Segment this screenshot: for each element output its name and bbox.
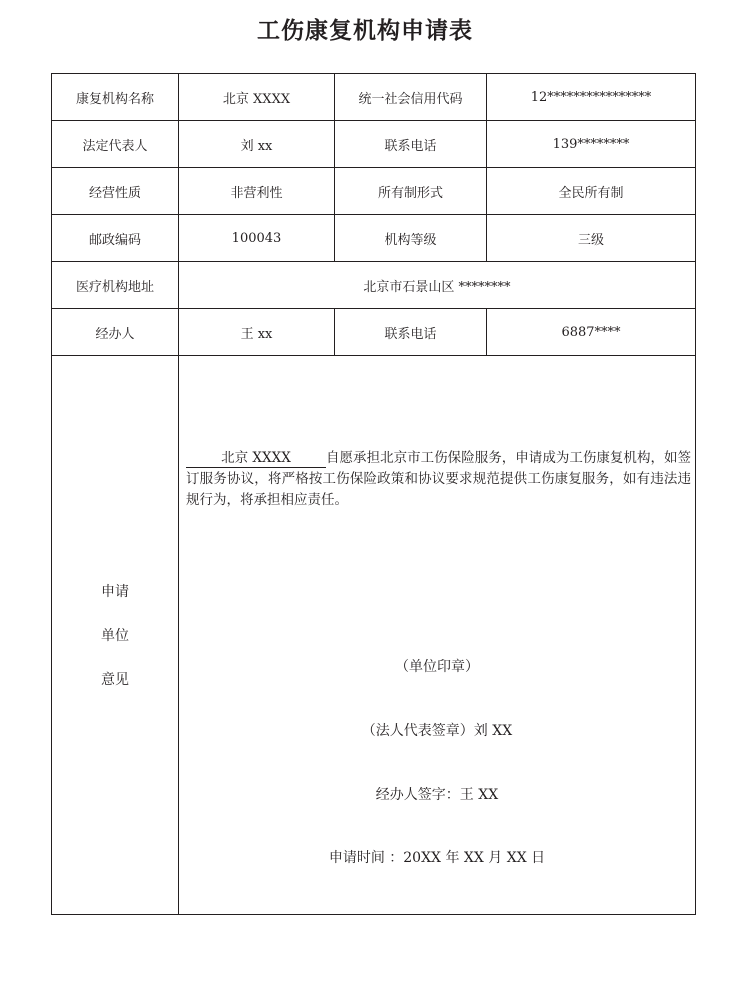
- table-row: [52, 215, 696, 262]
- value-institution-name: 北京 XXXX: [179, 74, 335, 121]
- unit-seal-text: （单位印章）: [395, 659, 479, 675]
- label-credit-code: 统一社会信用代码: [335, 74, 487, 121]
- handler-signature: 经办人签字：王 XX: [375, 787, 499, 803]
- value-credit-code: 12****************: [487, 74, 696, 121]
- value-institution-level: 三级: [487, 215, 696, 262]
- table-row: [52, 262, 696, 309]
- table-row: [52, 168, 696, 215]
- label-institution-level: 机构等级: [335, 215, 487, 262]
- label-handler: 经办人: [52, 309, 179, 356]
- label-address: 医疗机构地址: [52, 262, 179, 309]
- applicant-name-underlined: 北京 XXXX: [186, 449, 326, 468]
- opinion-label-cell: [52, 356, 179, 915]
- opinion-label-line: 申请: [101, 584, 129, 600]
- application-date: 申请时间 ：20XX 年 XX 月 XX 日: [328, 850, 546, 866]
- opinion-label-line: 意见: [101, 672, 129, 688]
- label-business-nature: 经营性质: [52, 168, 179, 215]
- table-row: [52, 74, 696, 121]
- value-postal-code: 100043: [179, 215, 335, 262]
- table-row: [52, 309, 696, 356]
- label-postal-code: 邮政编码: [52, 215, 179, 262]
- value-contact-phone: 139********: [487, 121, 696, 168]
- label-contact-phone: 联系电话: [335, 121, 487, 168]
- opinion-content-cell: [179, 356, 696, 915]
- label-institution-name: 康复机构名称: [52, 74, 179, 121]
- table-row: [52, 356, 696, 915]
- table-row: [52, 121, 696, 168]
- label-handler-phone: 联系电话: [335, 309, 487, 356]
- application-form-table: [51, 73, 696, 915]
- opinion-label-line: 单位: [101, 628, 129, 644]
- value-legal-representative: 刘 xx: [179, 121, 335, 168]
- legal-rep-signature: （法人代表签章）刘 XX: [361, 723, 513, 739]
- opinion-statement: [186, 448, 691, 511]
- value-ownership-form: 全民所有制: [487, 168, 696, 215]
- value-address: 北京市石景山区 ********: [179, 262, 696, 309]
- label-ownership-form: 所有制形式: [335, 168, 487, 215]
- statement-text: 自愿承担北京市工伤保险服务，申请成为工伤康复机构，如签订服务协议，将严格按工伤保险政策和协议要求规范提供工伤康复服务，如有违法违规行为，将承担相应责任。: [186, 450, 691, 508]
- value-handler: 王 xx: [179, 309, 335, 356]
- page-title: 工伤康复机构申请表: [257, 18, 473, 44]
- label-legal-representative: 法定代表人: [52, 121, 179, 168]
- value-business-nature: 非营利性: [179, 168, 335, 215]
- value-handler-phone: 6887****: [487, 309, 696, 356]
